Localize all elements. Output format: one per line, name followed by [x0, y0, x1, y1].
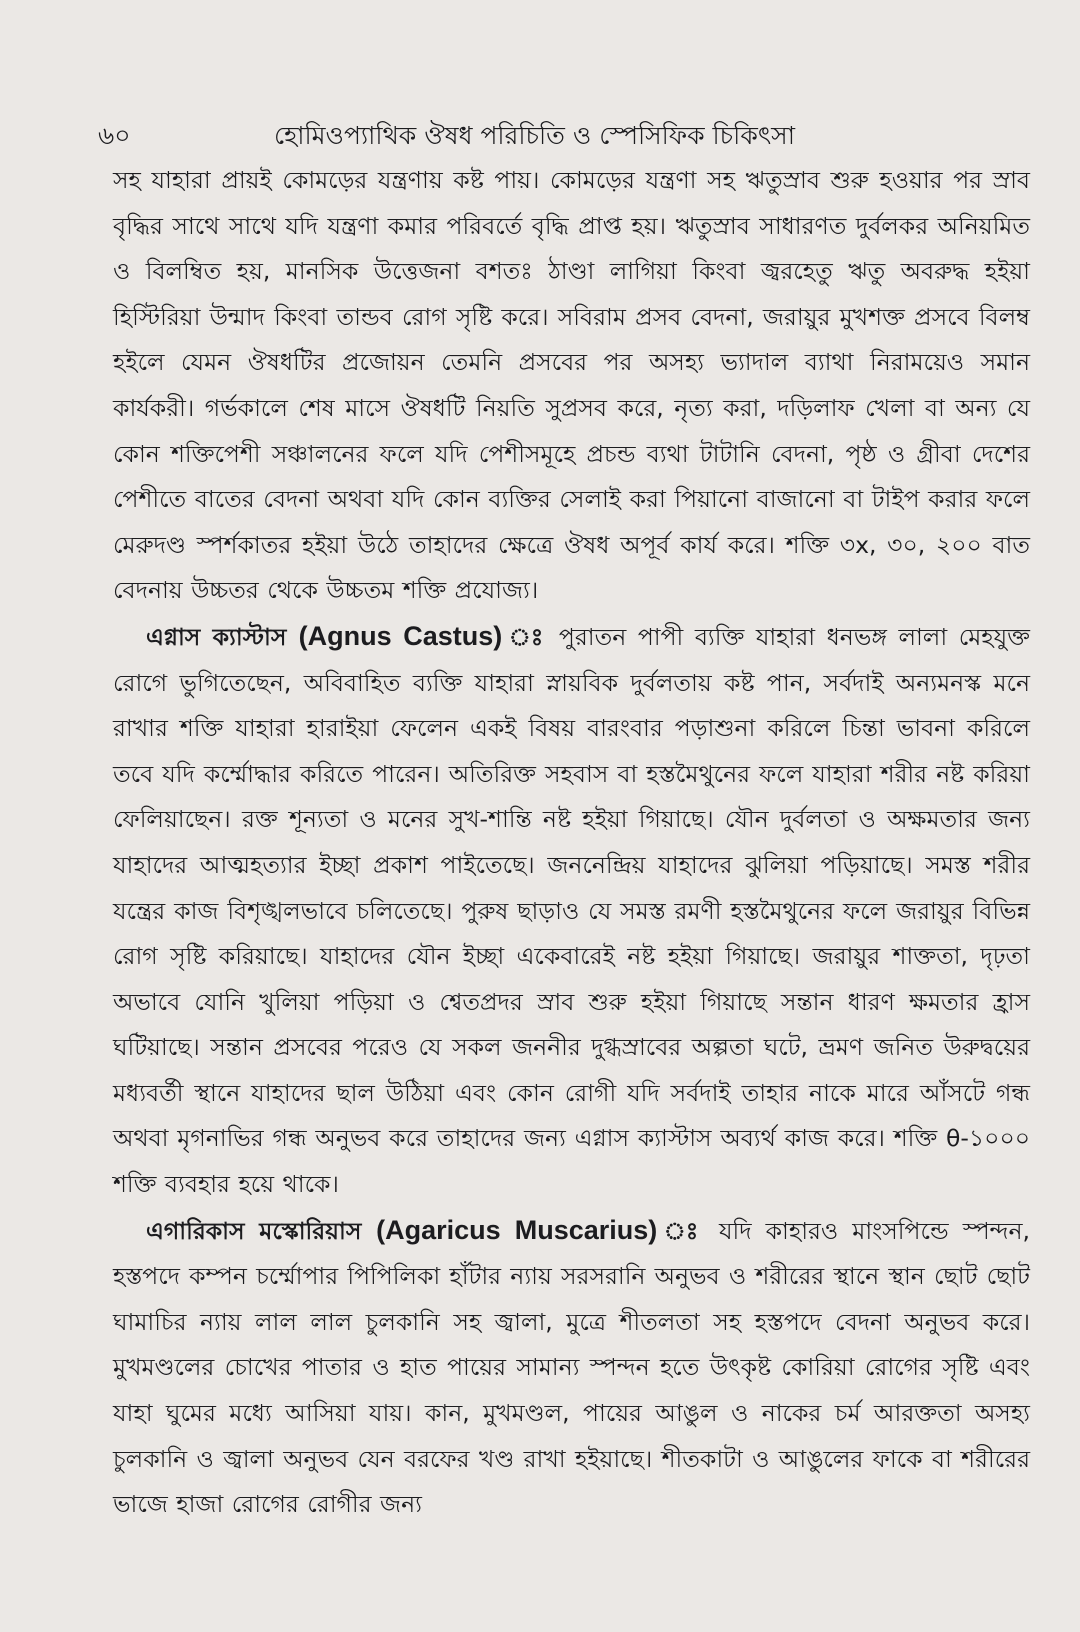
page-header	[98, 116, 998, 156]
entry-text: পুরাতন পাপী ব্যক্তি যাহারা ধনভঙ্গ লালা মেহযুক্ত রোগে ভুগিতেছেন, অবিবাহিত ব্যক্তি যাহারা স্নায়বিক দুর্বলতায় কষ্ট পান, সর্বদাই অন্যমনস্ক মনে রাখার শক্তি যাহারা হারাইয়া ফেলেন একই বিষয় বারংবার পড়াশুনা করিলে চিন্তা ভাবনা করিলে তবে যদি কর্ম্মোদ্ধার করিতে পারেন। অতিরিক্ত সহবাস বা হস্তমৈথুনের ফলে যাহারা শরীর নষ্ট করিয়া ফেলিয়াছেন। রক্ত শূন্যতা ও মনের সুখ-শান্তি নষ্ট হইয়া গিয়াছে। যৌন দুর্বলতা ও অক্ষমতার জন্য যাহাদের আত্মহত্যার ইচ্ছা প্রকাশ পাইতেছে। জননেন্দ্রিয় যাহাদের ঝুলিয়া পড়িয়াছে। সমস্ত শরীর যন্ত্রের কাজ বিশৃঙ্খলভাবে চলিতেছে। পুরুষ ছাড়াও যে সমস্ত রমণী হস্তমৈথুনের ফলে জরায়ুর বিভিন্ন রোগ সৃষ্টি করিয়াছে। যাহাদের যৌন ইচ্ছা একেবারেই নষ্ট হইয়া গিয়াছে। জরায়ুর শাক্ততা, দৃঢ়তা অভাবে যোনি খুলিয়া পড়িয়া ও শ্বেতপ্রদর স্রাব শুরু হইয়া গিয়াছে সন্তান ধারণ ক্ষমতার হ্রাস ঘটিয়াছে। সন্তান প্রসবের পরেও যে সকল জননীর দুগ্ধস্রাবের অল্পতা ঘটে, ভ্রমণ জনিত উরুদ্বয়ের মধ্যবর্তী স্থানে যাহাদের ছাল উঠিয়া এবং কোন রোগী যদি সর্বদাই তাহার নাকে মারে আঁসটে গন্ধ অথবা মৃগনাভির গন্ধ অনুভব করে তাহাদের জন্য এগ্নাস ক্যাস্টাস অব্যর্থ কাজ করে। শক্তি θ-১০০০ শক্তি ব্যবহার হয়ে থাকে।	[113, 622, 1030, 1199]
entry-heading-latin: (Agaricus Muscarius)	[376, 1214, 658, 1245]
continuation-paragraph	[113, 158, 1030, 614]
continuation-text: সহ যাহারা প্রায়ই কোমড়ের যন্ত্রণায় কষ্ট পায়। কোমড়ের যন্ত্রণা সহ ঋতুস্রাব শুরু হওয়ার পর স্রাব বৃদ্ধির সাথে সাথে যদি যন্ত্রণা কমার পরিবর্তে বৃদ্ধি প্রাপ্ত হয়। ঋতুস্রাব সাধারণত দুর্বলকর অনিয়মিত ও বিলম্বিত হয়, মানসিক উত্তেজনা বশতঃ ঠাণ্ডা লাগিয়া কিংবা জ্বরহেতু ঋতু অবরুদ্ধ হইয়া হিস্টিরিয়া উন্মাদ কিংবা তান্ডব রোগ সৃষ্টি করে। সবিরাম প্রসব বেদনা, জরায়ুর মুখশক্ত প্রসবে বিলম্ব হইলে যেমন ঔষধটির প্রজোয়ন তেমনি প্রসবের পর অসহ্য ভ্যাদাল ব্যাথা নিরাময়েও সমান কার্যকরী। গর্ভকালে শেষ মাসে ঔষধটি নিয়তি সুপ্রসব করে, নৃত্য করা, দড়িলাফ খেলা বা অন্য যে কোন শক্তিপেশী সঞ্চালনের ফলে যদি পেশীসমূহে প্রচন্ড ব্যথা টাটানি বেদনা, পৃষ্ঠ ও গ্রীবা দেশের পেশীতে বাতের বেদনা অথবা যদি কোন ব্যক্তির সেলাই করা পিয়ানো বাজানো বা টাইপ করার ফলে মেরুদণ্ড স্পর্শকাতর হইয়া উঠে তাহাদের ক্ষেত্রে ঔষধ অপূর্ব কার্য করে। শক্তি ৩x, ৩০, ২০০ বাত বেদনায় উচ্চতর থেকে উচ্চতম শক্তি প্রযোজ্য।	[113, 166, 1030, 605]
page-body	[113, 158, 1030, 1528]
entry-heading	[146, 620, 547, 651]
entry-text: যদি কাহারও মাংসপিন্ডে স্পন্দন, হস্তপদে কম্পন চর্ম্মোপার পিপিলিকা হাঁটার ন্যায় সরসরানি অনুভব ও শরীরের স্থানে স্থান ছোট ছোট ঘামাচির ন্যায় লাল লাল চুলকানি সহ জ্বালা, মুত্রে শীতলতা সহ হস্তপদে বেদনা অনুভব করে। মুখমণ্ডলের চোখের পাতার ও হাত পায়ের সামান্য স্পন্দন হতে উৎকৃষ্ট কোরিয়া রোগের সৃষ্টি এবং যাহা ঘুমের মধ্যে আসিয়া যায়। কান, মুখমণ্ডল, পায়ের আঙুল ও নাকের চর্ম আরক্ততা অসহ্য চুলকানি ও জ্বালা অনুভব যেন বরফের খণ্ড রাখা হইয়াছে। শীতকাটা ও আঙুলের ফাকে বা শরীরের ভাজে হাজা রোগের রোগীর জন্য	[113, 1216, 1030, 1519]
entry-heading	[146, 1214, 705, 1245]
running-title: হোমিওপ্যাথিক ঔষধ পরিচিতি ও স্পেসিফিক চিকিৎসা	[274, 121, 795, 150]
entry-heading-bengali: এগারিকাস মস্কোরিয়াস	[146, 1216, 362, 1245]
page-number: ৬০	[98, 121, 131, 150]
entry-heading-latin: (Agnus Castus)	[298, 620, 503, 651]
entry-heading-bengali: এগ্নাস ক্যাস্টাস	[146, 622, 287, 651]
entry-agaricus-muscarius	[113, 1208, 1030, 1528]
entry-agnus-castus	[113, 614, 1030, 1208]
